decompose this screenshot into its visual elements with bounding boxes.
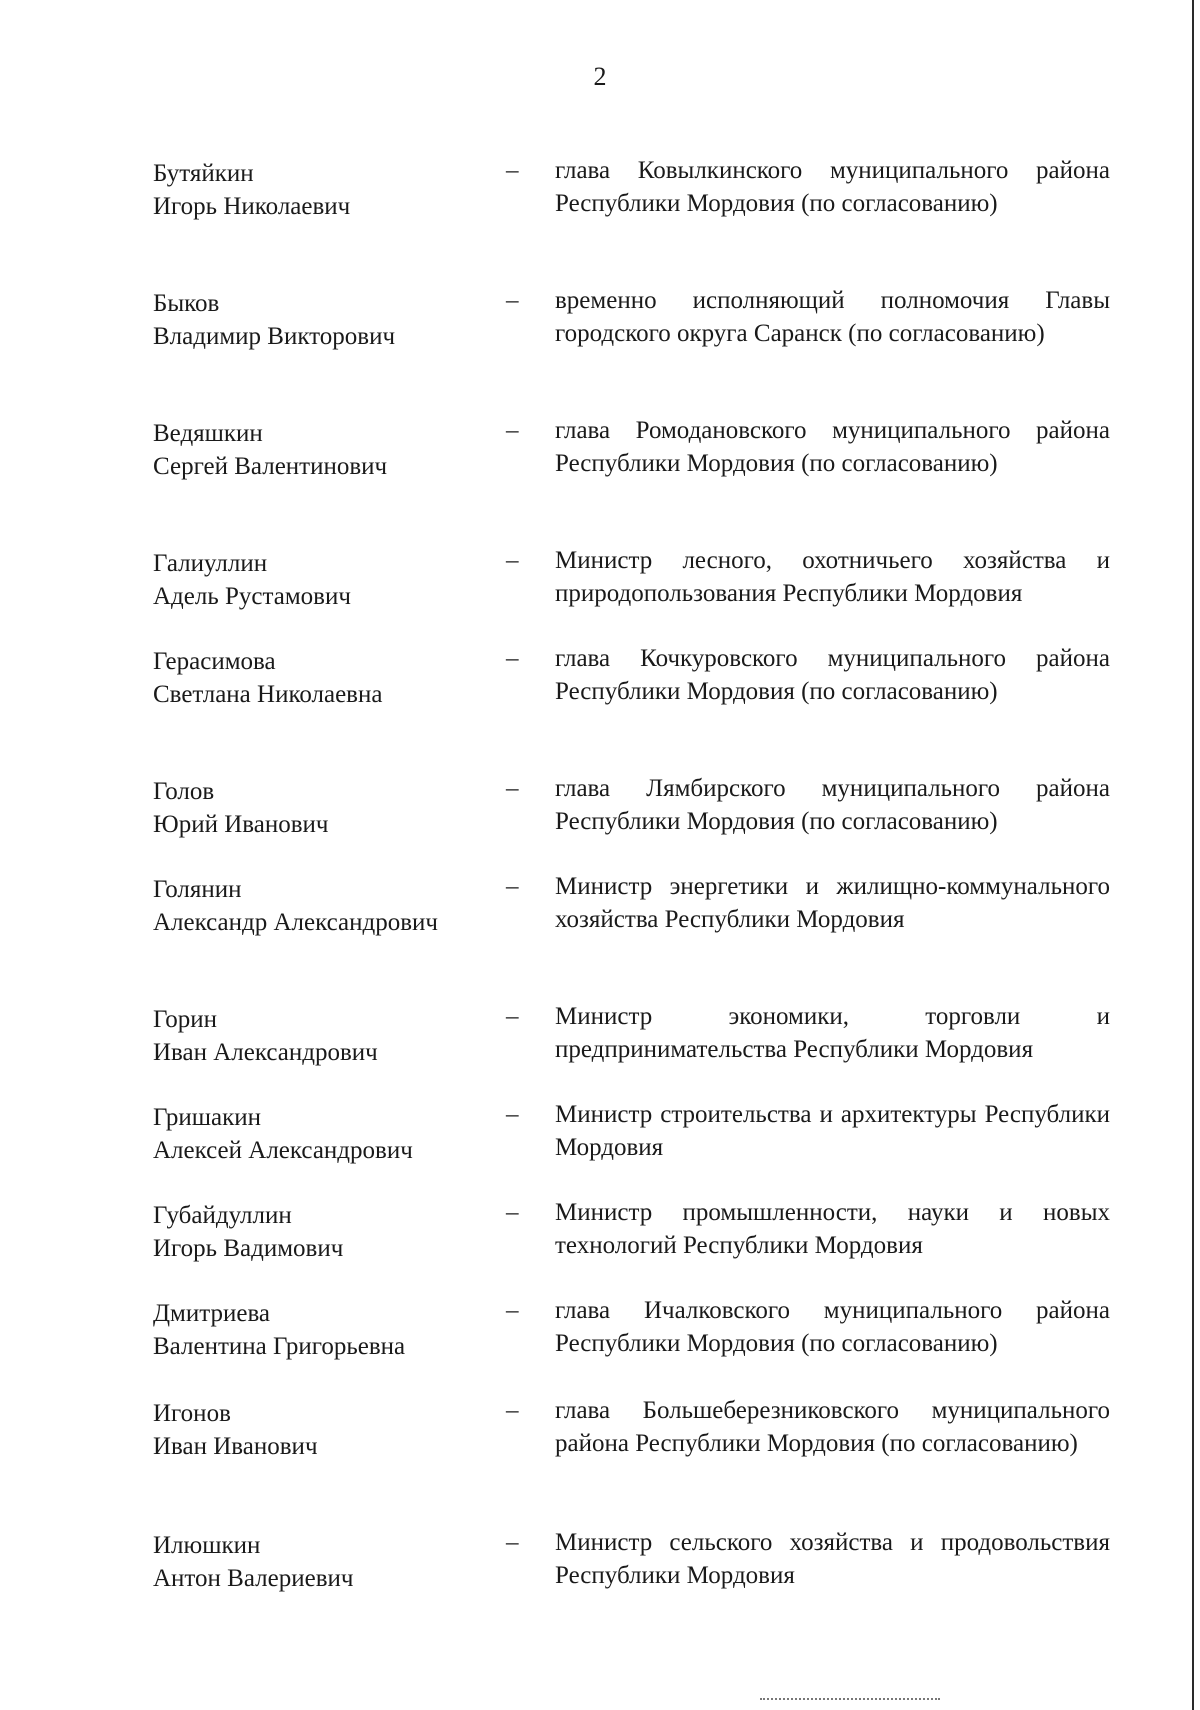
member-name xyxy=(153,287,493,353)
member-position: Министр промышленности, науки и новых технологий Республики Мордовия xyxy=(555,1199,1110,1259)
member-surname: Гришакин xyxy=(153,1104,262,1131)
member-given-names: Алексей Александрович xyxy=(153,1137,413,1164)
separator-dash: – xyxy=(506,873,519,900)
member-name xyxy=(153,1101,493,1167)
member-position: глава Кочкуровского муниципального района Республики Мордовия (по согласованию) xyxy=(555,645,1110,705)
separator-dash: – xyxy=(506,775,519,802)
member-position: Министр энергетики и жилищно-коммунального хозяйства Республики Мордовия xyxy=(555,873,1110,933)
member-surname: Голянин xyxy=(153,876,242,903)
member-given-names: Антон Валериевич xyxy=(153,1565,354,1592)
member-name xyxy=(153,1003,493,1069)
member-surname: Галиуллин xyxy=(153,550,268,577)
member-given-names: Иван Иванович xyxy=(153,1433,318,1460)
list-item xyxy=(0,284,1200,394)
list-item xyxy=(0,544,1200,654)
member-surname: Губайдуллин xyxy=(153,1202,292,1229)
member-surname: Герасимова xyxy=(153,648,276,675)
member-surname: Бутяйкин xyxy=(153,160,254,187)
list-item xyxy=(0,414,1200,524)
member-surname: Ведяшкин xyxy=(153,420,263,447)
member-name xyxy=(153,547,493,613)
member-given-names: Александр Александрович xyxy=(153,909,438,936)
member-given-names: Сергей Валентинович xyxy=(153,453,388,480)
member-name xyxy=(153,873,493,939)
member-position: глава Ковылкинского муниципального района Республики Мордовия (по согласованию) xyxy=(555,157,1110,217)
list-item xyxy=(0,1294,1200,1404)
member-name xyxy=(153,1529,493,1595)
member-surname: Голов xyxy=(153,778,215,805)
list-item xyxy=(0,1098,1200,1208)
member-surname: Игонов xyxy=(153,1400,231,1427)
member-position: Министр лесного, охотничьего хозяйства и природопользования Республики Мордовия xyxy=(555,547,1110,607)
list-item xyxy=(0,1394,1200,1504)
list-item xyxy=(0,1526,1200,1636)
member-position: глава Ичалковского муниципального района Республики Мордовия (по согласованию) xyxy=(555,1297,1110,1357)
member-name xyxy=(153,645,493,711)
separator-dash: – xyxy=(506,1199,519,1226)
separator-dash: – xyxy=(506,1297,519,1324)
member-given-names: Иван Александрович xyxy=(153,1039,378,1066)
member-surname: Горин xyxy=(153,1006,218,1033)
member-name xyxy=(153,1199,493,1265)
separator-dash: – xyxy=(506,287,519,314)
separator-dash: – xyxy=(506,645,519,672)
member-position: временно исполняющий полномочия Главы городского округа Саранск (по согласованию) xyxy=(555,287,1110,347)
list-item xyxy=(0,154,1200,264)
separator-dash: – xyxy=(506,1529,519,1556)
list-item xyxy=(0,870,1200,980)
member-given-names: Юрий Иванович xyxy=(153,811,329,838)
member-position: глава Большеберезниковского муниципального района Республики Мордовия (по согласованию) xyxy=(555,1397,1110,1457)
member-position: Министр экономики, торговли и предпринимательства Республики Мордовия xyxy=(555,1003,1110,1063)
member-name xyxy=(153,775,493,841)
separator-dash: – xyxy=(506,1397,519,1424)
member-surname: Быков xyxy=(153,290,220,317)
member-name xyxy=(153,1297,493,1363)
list-item xyxy=(0,772,1200,882)
member-position: Министр строительства и архитектуры Республики Мордовия xyxy=(555,1101,1110,1161)
separator-dash: – xyxy=(506,417,519,444)
member-surname: Илюшкин xyxy=(153,1532,261,1559)
list-item xyxy=(0,1196,1200,1306)
member-given-names: Светлана Николаевна xyxy=(153,681,383,708)
member-given-names: Владимир Викторович xyxy=(153,323,396,350)
member-name xyxy=(153,417,493,483)
separator-dash: – xyxy=(506,157,519,184)
member-given-names: Валентина Григорьевна xyxy=(153,1333,406,1360)
list-item xyxy=(0,1000,1200,1110)
member-given-names: Адель Рустамович xyxy=(153,583,351,610)
separator-dash: – xyxy=(506,547,519,574)
scan-artifact xyxy=(760,1698,940,1702)
separator-dash: – xyxy=(506,1101,519,1128)
separator-dash: – xyxy=(506,1003,519,1030)
member-given-names: Игорь Вадимович xyxy=(153,1235,344,1262)
page-number: 2 xyxy=(593,62,607,91)
scan-edge-line xyxy=(1192,0,1194,1710)
member-position: глава Лямбирского муниципального района Республики Мордовия (по согласованию) xyxy=(555,775,1110,835)
list-item xyxy=(0,642,1200,752)
member-given-names: Игорь Николаевич xyxy=(153,193,351,220)
member-position: глава Ромодановского муниципального района Республики Мордовия (по согласованию) xyxy=(555,417,1110,477)
member-name xyxy=(153,157,493,223)
member-surname: Дмитриева xyxy=(153,1300,271,1327)
member-position: Министр сельского хозяйства и продовольствия Республики Мордовия xyxy=(555,1529,1110,1589)
member-name xyxy=(153,1397,493,1463)
